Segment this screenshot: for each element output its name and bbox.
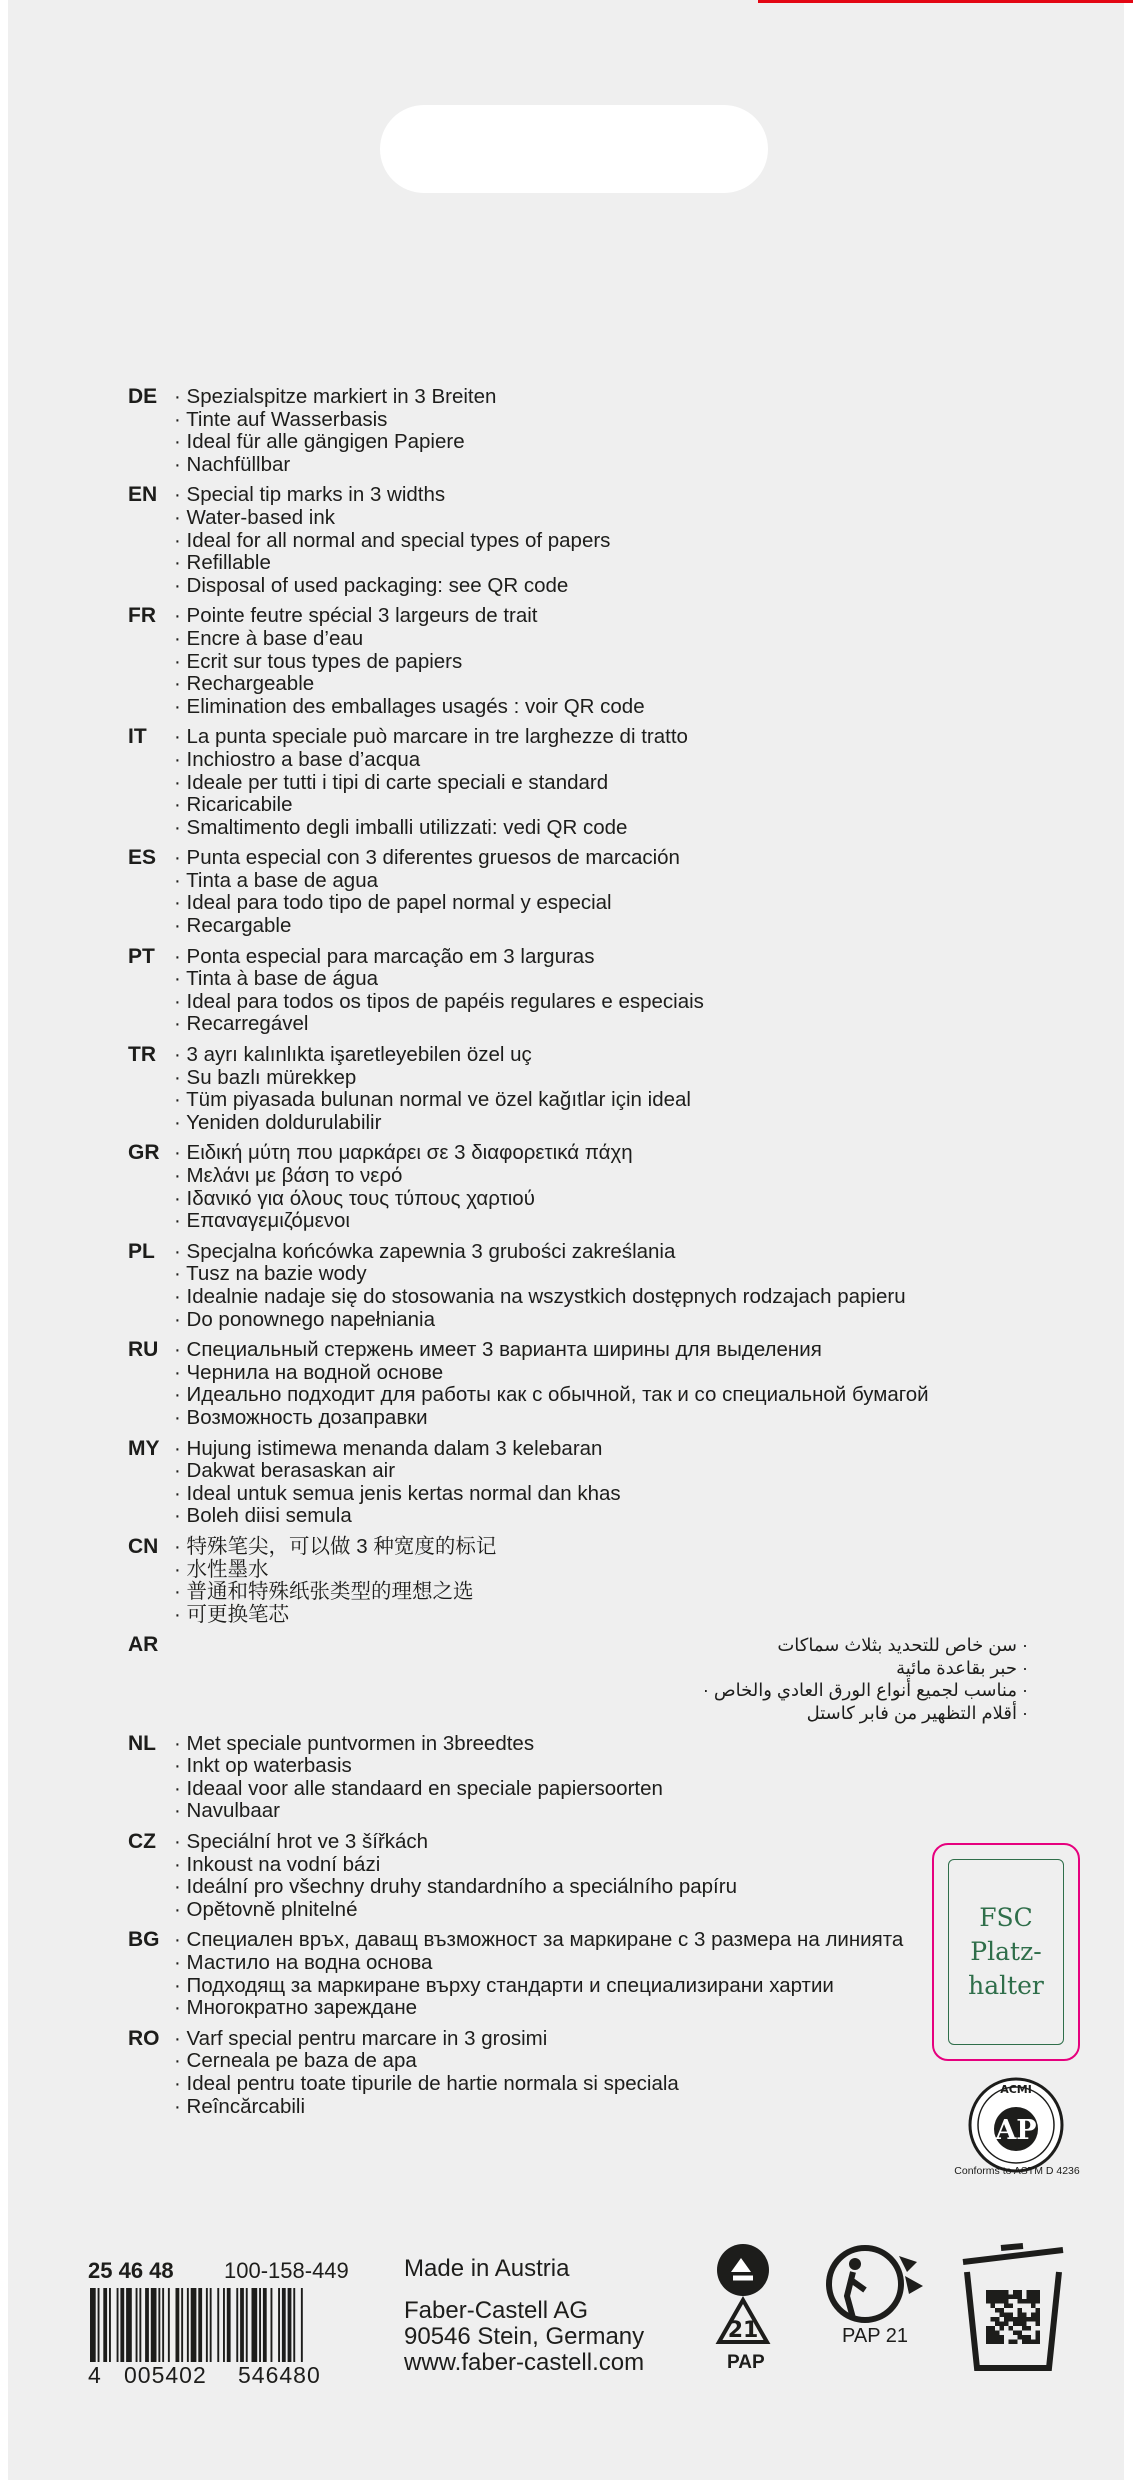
language-line: · Μελάνι με βάση το νερό: [174, 1164, 403, 1187]
language-block-en: [128, 484, 1028, 597]
pap21-label: PAP 21: [842, 2325, 908, 2347]
qr-module: [1004, 2304, 1009, 2309]
fsc-inner-frame: [948, 1859, 1064, 2045]
qr-module: [1013, 2322, 1018, 2327]
language-line: · Чернила на водной основе: [174, 1360, 444, 1384]
qr-module: [1036, 2290, 1041, 2295]
language-line: · 可更换笔芯: [174, 1602, 290, 1626]
qr-module: [1009, 2317, 1014, 2322]
qr-module: [1004, 2295, 1009, 2300]
barcode-bar: [206, 2288, 208, 2362]
language-lines: [174, 1634, 1028, 1724]
qr-module: [1022, 2317, 1027, 2322]
qr-module: [1022, 2322, 1027, 2327]
qr-module: [1022, 2340, 1027, 2345]
tidyman-disposal-icon: [813, 2240, 933, 2324]
language-line: · La punta speciale può marcare in tre larghezze di tratto: [174, 725, 688, 749]
language-code: DE: [128, 385, 158, 408]
qr-module: [991, 2290, 996, 2295]
qr-module: [1018, 2331, 1023, 2336]
pap-label: PAP: [727, 2352, 765, 2373]
qr-module: [995, 2331, 1000, 2336]
language-line: · Ponta especial para marcação em 3 larguras: [174, 944, 595, 968]
barcode-bar: [293, 2288, 295, 2362]
qr-module: [1031, 2304, 1036, 2309]
barcode-bar: [263, 2288, 267, 2362]
language-line: · Tinta à base de água: [174, 967, 379, 991]
language-code: TR: [128, 1043, 156, 1067]
qr-module: [1031, 2317, 1036, 2322]
product-info-footer: [8, 2240, 1133, 2480]
qr-module: [1027, 2317, 1032, 2322]
red-accent-strip: [758, 0, 1133, 3]
language-line: · Boleh diisi semula: [174, 1504, 352, 1528]
language-line: · Water-based ink: [174, 505, 336, 529]
barcode-bar: [168, 2288, 170, 2362]
language-line: · Punta especial con 3 diferentes gruesos de marcación: [174, 846, 680, 870]
qr-module: [1036, 2308, 1041, 2313]
barcode-bar: [145, 2288, 149, 2362]
ean-barcode: [90, 2288, 380, 2362]
language-lines: [174, 1831, 1028, 1921]
barcode-bar: [90, 2288, 96, 2362]
qr-module: [1031, 2290, 1036, 2295]
language-line: · Идеально подходит для работы как с обычной, так и со специальной бумагой: [174, 1383, 929, 1407]
language-code: GR: [128, 1141, 160, 1165]
language-line: · Encre à base d’eau: [174, 626, 364, 650]
language-line: · Nachfüllbar: [174, 452, 291, 476]
language-line: · أقلام التظهير من فابر كاستل: [806, 1703, 1028, 1724]
language-line: · Dakwat berasaskan air: [174, 1459, 396, 1483]
language-line: · Inkoust na vodní bázi: [174, 1852, 381, 1876]
recycle-number: 21: [727, 2318, 759, 2343]
company-website: www.faber-castell.com: [404, 2349, 645, 2376]
language-line: · Ideal für alle gängigen Papiere: [174, 430, 465, 454]
language-block-my: [128, 1438, 1028, 1528]
language-line: · Ιδανικό για όλους τους τύπους χαρτιού: [174, 1186, 535, 1210]
barcode-bar: [259, 2288, 261, 2362]
language-block-fr: [128, 605, 1028, 718]
language-line: · Disposal of used packaging: see QR code: [174, 573, 569, 597]
barcode-bar: [236, 2288, 238, 2362]
language-line: · Specjalna końcówka zapewnia 3 grubości zakreślania: [174, 1239, 676, 1263]
language-block-it: [128, 726, 1028, 839]
language-lines: [174, 726, 1028, 839]
qr-module: [1018, 2308, 1023, 2313]
language-line: · Επαναγεμιζόμενοι: [174, 1209, 350, 1233]
language-line: · Inchiostro a base d’acqua: [174, 747, 421, 771]
made-in-label: Made in Austria: [404, 2255, 570, 2282]
qr-module: [1018, 2295, 1023, 2300]
qr-module: [986, 2326, 991, 2331]
language-line: · Pointe feutre spécial 3 largeurs de trait: [174, 604, 538, 628]
qr-module: [1036, 2331, 1041, 2336]
qr-module: [1036, 2317, 1041, 2322]
language-line: · Мастило на водна основа: [174, 1951, 433, 1974]
barcode-bar: [176, 2288, 180, 2362]
barcode-bar: [120, 2288, 124, 2362]
language-lines: [174, 1339, 1028, 1429]
language-line: · Opětovně plnitelné: [174, 1897, 358, 1921]
language-lines: [174, 1142, 1028, 1232]
qr-module: [1009, 2340, 1014, 2345]
barcode-bar: [117, 2288, 119, 2362]
qr-module: [986, 2299, 991, 2304]
language-lines: [174, 946, 1028, 1036]
language-block-ru: [128, 1339, 1028, 1429]
language-code: PT: [128, 944, 155, 968]
qr-module: [1000, 2326, 1005, 2331]
paper-recycling-icon: [703, 2240, 783, 2352]
barcode-bar: [223, 2288, 225, 2362]
language-line: · Cerneala pe baza de apa: [174, 2049, 417, 2073]
qr-module: [1013, 2317, 1018, 2322]
qr-module: [1004, 2317, 1009, 2322]
fsc-text-3: halter: [968, 1971, 1044, 2000]
qr-module: [1000, 2335, 1005, 2340]
qr-module: [1009, 2313, 1014, 2318]
language-line: · Navulbaar: [174, 1799, 280, 1823]
barcode-bar: [301, 2288, 303, 2362]
barcode-bar: [98, 2288, 100, 2362]
qr-module: [995, 2322, 1000, 2327]
language-line: · Специальный стержень имеет 3 варианта ширины для выделения: [174, 1338, 822, 1362]
barcode-bar: [246, 2288, 248, 2362]
qr-module: [1000, 2308, 1005, 2313]
fsc-text-2: Platz-: [970, 1937, 1042, 1966]
language-code: NL: [128, 1731, 156, 1755]
company-city: 90546 Stein, Germany: [404, 2323, 645, 2350]
language-line: · Recargable: [174, 914, 292, 938]
qr-module: [1009, 2326, 1014, 2331]
barcode-bar: [227, 2288, 231, 2362]
qr-module: [1027, 2295, 1032, 2300]
qr-module: [1018, 2313, 1023, 2318]
language-code: PL: [128, 1239, 155, 1263]
qr-module: [1009, 2295, 1014, 2300]
qr-module: [1036, 2335, 1041, 2340]
language-line: · Varf special pentru marcare in 3 grosimi: [174, 2026, 548, 2050]
barcode-bar: [158, 2288, 160, 2362]
language-block-nl: [128, 1733, 1028, 1823]
language-line: · Ideal pentru toate tipurile de hartie normala si speciala: [174, 2071, 679, 2095]
barcode-bar: [103, 2288, 107, 2362]
qr-module: [986, 2340, 991, 2345]
language-line: · Idealnie nadaje się do stosowania na wszystkich dostępnych rodzajach papieru: [174, 1284, 906, 1308]
barcode-bar: [252, 2288, 258, 2362]
qr-module: [1027, 2335, 1032, 2340]
qr-module: [1022, 2335, 1027, 2340]
barcode-bar: [151, 2288, 157, 2362]
language-code: EN: [128, 483, 158, 507]
barcode-bar: [282, 2288, 286, 2362]
qr-module: [1027, 2290, 1032, 2295]
barcode-bar: [126, 2288, 132, 2362]
waste-bin-qr-icon: [953, 2240, 1073, 2376]
qr-module: [1031, 2340, 1036, 2345]
qr-module: [991, 2304, 996, 2309]
language-block-cz: [128, 1831, 1028, 1921]
barcode-bar: [210, 2288, 212, 2362]
qr-module: [995, 2317, 1000, 2322]
language-line: · Rechargeable: [174, 672, 315, 696]
language-block-es: [128, 847, 1028, 937]
language-code: BG: [128, 1928, 160, 1952]
qr-module: [1031, 2299, 1036, 2304]
language-lines: [174, 484, 1028, 597]
barcode-bar: [240, 2288, 244, 2362]
qr-module: [986, 2290, 991, 2295]
language-line: · Ricaricabile: [174, 793, 293, 817]
qr-module: [1018, 2335, 1023, 2340]
qr-module: [1036, 2313, 1041, 2318]
language-line: · Ideaal voor alle standaard en speciale papiersoorten: [174, 1776, 663, 1800]
language-block-ro: [128, 2028, 1028, 2118]
language-block-pt: [128, 946, 1028, 1036]
qr-module: [1013, 2340, 1018, 2345]
qr-module: [1004, 2313, 1009, 2318]
language-line: · Специален връх, даващ възможност за маркиране с 3 размера на линията: [174, 1928, 904, 1952]
qr-module: [1022, 2299, 1027, 2304]
language-code: RU: [128, 1338, 159, 1362]
language-line: · Tinte auf Wasserbasis: [174, 407, 388, 431]
language-line: · Elimination des emballages usagés : voir QR code: [174, 694, 645, 718]
qr-module: [1004, 2322, 1009, 2327]
barcode-digits-right: 546480: [238, 2362, 321, 2388]
language-line: · Tinta a base de agua: [174, 868, 379, 892]
language-block-de: [128, 386, 1028, 476]
qr-module: [1027, 2340, 1032, 2345]
qr-module: [1022, 2326, 1027, 2331]
qr-module: [991, 2335, 996, 2340]
qr-module: [995, 2290, 1000, 2295]
language-line: · 特殊笔尖，可以做 3 种宽度的标记: [174, 1534, 497, 1558]
language-block-bg: [128, 1929, 1028, 2019]
language-line: · Su bazlı mürekkep: [174, 1065, 357, 1089]
language-lines: [174, 1733, 1028, 1823]
barcode-bar: [288, 2288, 292, 2362]
qr-module: [1013, 2290, 1018, 2295]
language-lines: [174, 1536, 1028, 1626]
language-list: [128, 386, 1028, 2126]
company-name: Faber-Castell AG: [404, 2297, 589, 2324]
barcode-bar: [278, 2288, 280, 2362]
language-line: · Met speciale puntvormen in 3breedtes: [174, 1731, 535, 1755]
qr-module: [1031, 2295, 1036, 2300]
qr-module: [1018, 2317, 1023, 2322]
language-line: · سن خاص للتحديد بثلاث سماكات: [777, 1635, 1028, 1656]
qr-module: [986, 2331, 991, 2336]
qr-module: [995, 2340, 1000, 2345]
qr-module: [1000, 2299, 1005, 2304]
qr-module: [991, 2326, 996, 2331]
language-code: MY: [128, 1436, 160, 1460]
language-block-tr: [128, 1044, 1028, 1134]
language-line: · 水性墨水: [174, 1557, 269, 1581]
acmi-caption: Conforms to ASTM D 4236: [954, 2165, 1080, 2177]
qr-module: [1018, 2299, 1023, 2304]
qr-module: [991, 2317, 996, 2322]
language-block-pl: [128, 1241, 1028, 1331]
barcode-digit-prefix: 4: [88, 2362, 102, 2388]
language-line: · Ideal para todo tipo de papel normal y especial: [174, 891, 612, 915]
barcode-bar: [162, 2288, 164, 2362]
language-line: · Spezialspitze markiert in 3 Breiten: [174, 385, 497, 408]
qr-module: [1036, 2299, 1041, 2304]
language-code: IT: [128, 725, 147, 749]
language-block-gr: [128, 1142, 1028, 1232]
acmi-top-text: ACMI: [1000, 2083, 1032, 2096]
barcode-bar: [109, 2288, 111, 2362]
language-lines: [174, 1929, 1028, 2019]
language-block-ar: [128, 1634, 1028, 1724]
language-line: · Подходящ за маркиране върху стандарти и специализирани хартии: [174, 1973, 834, 1997]
language-line: · Ideal untuk semua jenis kertas normal dan khas: [174, 1481, 621, 1505]
language-lines: [174, 1241, 1028, 1331]
language-line: · Ideale per tutti i tipi di carte speciali e standard: [174, 770, 609, 794]
barcode-bar: [187, 2288, 189, 2362]
qr-module: [1013, 2295, 1018, 2300]
qr-module: [986, 2335, 991, 2340]
language-lines: [174, 847, 1028, 937]
acmi-initials: AP: [995, 2115, 1037, 2146]
qr-module: [991, 2299, 996, 2304]
language-line: · Ideal para todos os tipos de papéis regulares e especiais: [174, 989, 704, 1013]
language-line: · Ideal for all normal and special types of papers: [174, 528, 611, 552]
language-line: · Smaltimento degli imballi utilizzati: vedi QR code: [174, 815, 628, 839]
language-lines: [174, 1044, 1028, 1134]
qr-module: [1000, 2295, 1005, 2300]
language-line: · Yeniden doldurulabilir: [174, 1110, 382, 1134]
barcode-bar: [136, 2288, 138, 2362]
language-line: · Tusz na bazie wody: [174, 1262, 367, 1286]
language-line: · Inkt op waterbasis: [174, 1754, 352, 1778]
qr-module: [1000, 2290, 1005, 2295]
qr-module: [1004, 2290, 1009, 2295]
language-line: · Do ponownego napełniania: [174, 1307, 436, 1331]
language-lines: [174, 386, 1028, 476]
qr-module: [1013, 2331, 1018, 2336]
language-line: · Hujung istimewa menanda dalam 3 kelebaran: [174, 1436, 603, 1460]
article-number: 25 46 48: [88, 2258, 174, 2283]
qr-module: [1031, 2313, 1036, 2318]
language-line: · Refillable: [174, 551, 271, 575]
hang-hole: [380, 105, 768, 193]
qr-module: [1027, 2326, 1032, 2331]
barcode-bar: [198, 2288, 202, 2362]
qr-module: [991, 2340, 996, 2345]
language-line: · Tüm piyasada bulunan normal ve özel kağıtlar için ideal: [174, 1088, 691, 1112]
qr-module: [1027, 2299, 1032, 2304]
barcode-bar: [217, 2288, 219, 2362]
barcode-digits-left: 005402: [124, 2362, 207, 2388]
language-code: AR: [128, 1633, 159, 1657]
language-line: · 3 ayrı kalınlıkta işaretleyebilen özel uç: [174, 1043, 532, 1067]
qr-module: [995, 2295, 1000, 2300]
qr-module: [1036, 2322, 1041, 2327]
language-code: RO: [128, 2026, 160, 2050]
reference-number: 100-158-449: [224, 2258, 349, 2283]
barcode-bar: [139, 2288, 141, 2362]
language-code: CZ: [128, 1830, 156, 1854]
qr-module: [995, 2335, 1000, 2340]
fsc-text-1: FSC: [979, 1903, 1033, 1932]
qr-module: [1009, 2304, 1014, 2309]
language-line: · Ecrit sur tous types de papiers: [174, 649, 463, 673]
fsc-placeholder: [932, 1843, 1080, 2061]
language-line: · Special tip marks in 3 widths: [174, 483, 446, 507]
language-line: · Ideální pro všechny druhy standardního a speciálního papíru: [174, 1875, 737, 1899]
qr-module: [986, 2295, 991, 2300]
barcode-bar: [181, 2288, 183, 2362]
qr-module: [1000, 2340, 1005, 2345]
language-line: · Recarregável: [174, 1012, 309, 1036]
qr-module: [991, 2295, 996, 2300]
language-line: · Reîncărcabili: [174, 2094, 306, 2118]
qr-module: [1036, 2340, 1041, 2345]
barcode-bar: [271, 2288, 273, 2362]
qr-module: [995, 2299, 1000, 2304]
language-block-cn: [128, 1536, 1028, 1626]
language-lines: [174, 605, 1028, 718]
qr-module: [1004, 2299, 1009, 2304]
qr-module: [1000, 2313, 1005, 2318]
barcode-bar: [191, 2288, 197, 2362]
qr-module: [1036, 2295, 1041, 2300]
language-line: · Ειδική μύτη που μαρκάρει σε 3 διαφορετικά πάχη: [174, 1141, 633, 1165]
qr-module: [1018, 2322, 1023, 2327]
language-lines: [174, 2028, 1028, 2118]
packaging-card: [8, 0, 1124, 2480]
language-lines: [174, 1438, 1028, 1528]
language-line: · مناسب لجميع أنواع الورق العادي والخاص ·: [702, 1680, 1028, 1701]
language-line: · Speciální hrot ve 3 šířkách: [174, 1830, 429, 1854]
language-line: · حبر بقاعدة مائية: [896, 1657, 1028, 1678]
qr-module: [1018, 2290, 1023, 2295]
language-line: · 普通和特殊纸张类型的理想之选: [174, 1580, 474, 1604]
language-line: · Многократно зареждане: [174, 1996, 418, 2020]
qr-module: [1000, 2322, 1005, 2327]
language-code: ES: [128, 846, 157, 870]
qr-module: [1022, 2313, 1027, 2318]
language-code: CN: [128, 1534, 159, 1558]
language-line: · Возможность дозаправки: [174, 1405, 428, 1429]
language-code: FR: [128, 604, 156, 628]
qr-module: [995, 2308, 1000, 2313]
qr-module: [991, 2331, 996, 2336]
